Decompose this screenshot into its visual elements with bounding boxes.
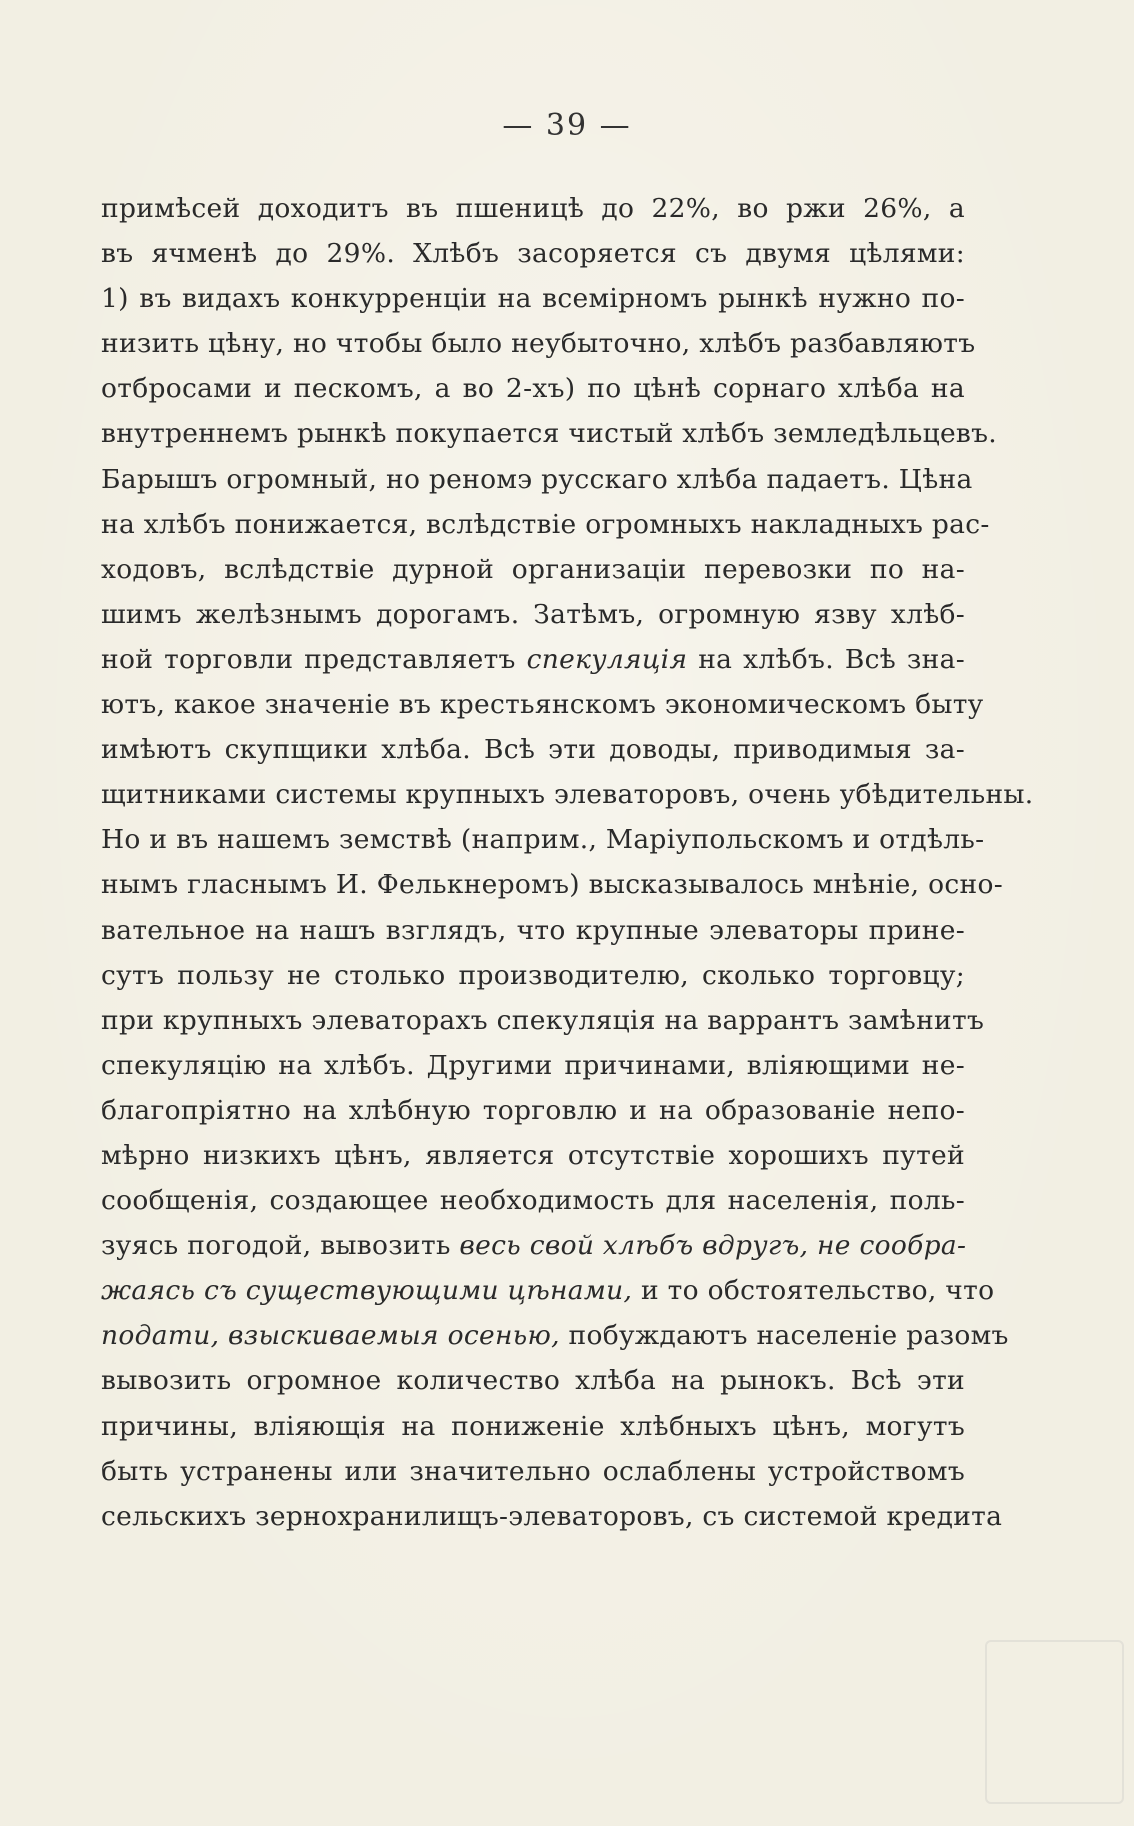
text-line <box>101 457 973 502</box>
text-segment: зуясь погодой, вывозить <box>101 1230 460 1262</box>
text-segment: вывозить огромное количество хлѣба на рынокъ. Всѣ эти <box>101 1365 965 1397</box>
text-segment: сообщенія, создающее необходимость для населенія, поль- <box>101 1185 965 1217</box>
text-line <box>101 592 965 637</box>
text-segment: отбросами и пескомъ, а во 2-хъ) по цѣнѣ сорнаго хлѣба на <box>101 373 965 405</box>
text-line <box>101 186 965 231</box>
italic-text: жаясь съ существующими цѣнами, <box>101 1275 633 1307</box>
text-line <box>101 1088 965 1133</box>
text-segment: быть устранены или значительно ослаблены устройствомъ <box>101 1455 965 1487</box>
text-segment: ютъ, какое значеніе въ крестьянскомъ экономическомъ быту <box>101 689 984 721</box>
text-line <box>101 502 990 547</box>
text-line <box>101 1043 965 1088</box>
text-segment: щитниками системы крупныхъ элеваторовъ, очень убѣдительны. <box>101 779 1034 811</box>
text-line <box>101 1268 995 1313</box>
text-segment: мѣрно низкихъ цѣнъ, является отсутствіе хорошихъ путей <box>101 1139 965 1171</box>
text-segment: нымъ гласнымъ И. Фелькнеромъ) высказывалось мнѣніе, осно- <box>101 869 1003 901</box>
text-line <box>101 366 965 411</box>
text-segment: сельскихъ зернохранилищъ-элеваторовъ, съ системой кредита <box>101 1500 1003 1532</box>
text-line <box>101 1449 965 1494</box>
text-line <box>101 1494 1003 1539</box>
text-line <box>101 1404 965 1449</box>
italic-text: подати, взыскиваемыя осенью, <box>101 1320 560 1352</box>
italic-text: весь свой хлѣбъ вдругъ, не сообра- <box>459 1230 967 1262</box>
text-line <box>101 1178 965 1223</box>
text-line <box>101 411 998 456</box>
text-line <box>101 953 965 998</box>
text-line <box>101 682 984 727</box>
text-segment: имѣютъ скупщики хлѣба. Всѣ эти доводы, приводимыя за- <box>101 734 965 766</box>
text-segment: причины, вліяющія на пониженіе хлѣбныхъ цѣнъ, могутъ <box>101 1410 965 1442</box>
text-segment: въ ячменѣ до 29%. Хлѣбъ засоряется съ двумя цѣлями: <box>101 238 965 270</box>
text-segment: Барышъ огромный, но реномэ русскаго хлѣба падаетъ. Цѣна <box>101 463 973 495</box>
text-segment: 1) въ видахъ конкурренціи на всемірномъ рынкѣ нужно по- <box>101 283 965 315</box>
text-line <box>101 998 985 1043</box>
text-segment: вательное на нашъ взглядъ, что крупные элеваторы прине- <box>101 914 965 946</box>
body-text <box>101 186 1034 1539</box>
text-segment: при крупныхъ элеваторахъ спекуляція на варрантъ замѣнитъ <box>101 1004 985 1036</box>
text-line <box>101 772 1034 817</box>
text-line <box>101 908 965 953</box>
text-line <box>101 276 965 321</box>
text-segment: на хлѣбъ понижается, вслѣдствіе огромныхъ накладныхъ рас- <box>101 508 990 540</box>
text-line <box>101 1313 1009 1358</box>
text-segment: благопріятно на хлѣбную торговлю и на образованіе непо- <box>101 1094 965 1126</box>
text-segment: побуждаютъ населеніе разомъ <box>559 1320 1009 1352</box>
text-segment: примѣсей доходитъ въ пшеницѣ до 22%, во ржи 26%, а <box>101 193 965 224</box>
library-stamp-mark <box>985 1640 1124 1804</box>
text-line <box>101 817 985 862</box>
text-line <box>101 231 965 276</box>
text-segment: ходовъ, вслѣдствіе дурной организаціи перевозки по на- <box>101 553 965 585</box>
text-segment: Но и въ нашемъ земствѣ (наприм., Маріупольскомъ и отдѣль- <box>101 824 985 856</box>
text-line <box>101 1223 965 1268</box>
text-line <box>101 1133 965 1178</box>
text-segment: внутреннемъ рынкѣ покупается чистый хлѣбъ земледѣльцевъ. <box>101 418 998 450</box>
text-line <box>101 637 965 682</box>
text-segment: ной торговли представляетъ <box>101 643 527 675</box>
text-segment: спекуляцію на хлѣбъ. Другими причинами, вліяющими не- <box>101 1049 965 1081</box>
text-segment: низить цѣну, но чтобы было неубыточно, хлѣбъ разбавляютъ <box>101 328 976 360</box>
page-number: — 39 — <box>502 108 632 143</box>
text-line <box>101 862 1003 907</box>
text-segment: сутъ пользу не столько производителю, сколько торговцу; <box>101 959 965 991</box>
text-line <box>101 1358 965 1403</box>
text-segment: и то обстоятельство, что <box>632 1275 995 1307</box>
text-segment: на хлѣбъ. Всѣ зна- <box>687 643 965 675</box>
text-line <box>101 321 976 366</box>
text-segment: шимъ желѣзнымъ дорогамъ. Затѣмъ, огромную язву хлѣб- <box>101 598 965 630</box>
italic-text: спекуляція <box>526 643 688 675</box>
text-line <box>101 547 965 592</box>
text-line <box>101 727 965 772</box>
